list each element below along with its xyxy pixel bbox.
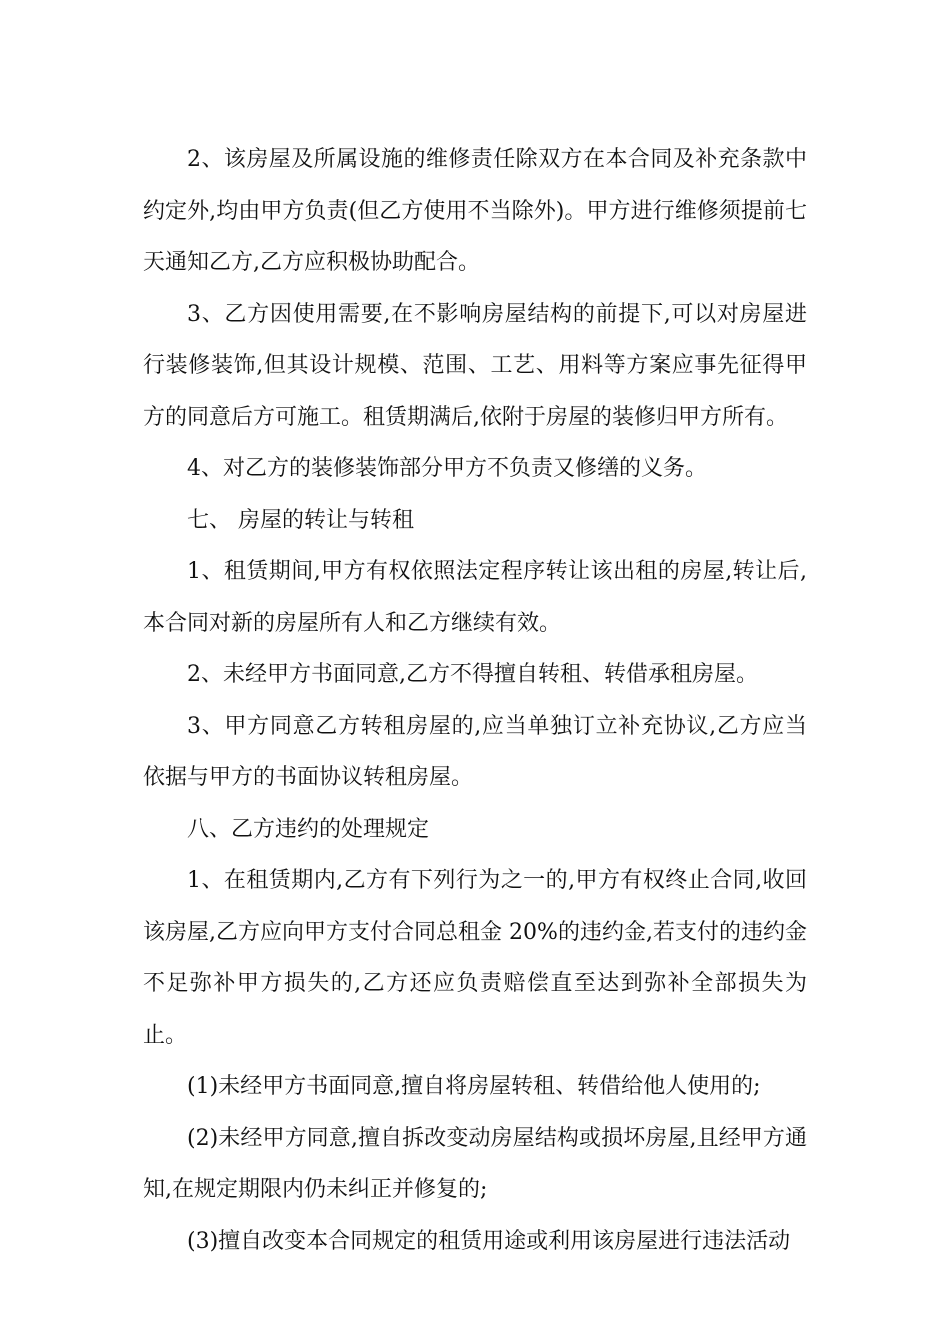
clause-renovation-liability: 4、对乙方的装修装饰部分甲方不负责又修缮的义务。 [187, 456, 707, 481]
clause-no-sublease: 2、未经甲方书面同意,乙方不得擅自转租、转借承租房屋。 [187, 662, 758, 687]
clause-termination-penalty: 1、在租赁期内,乙方有下列行为之一的,甲方有权终止合同,收回该房屋,乙方应向甲方支付合同总租金 20%的违约金,若支付的违约金不足弥补甲方损失的,乙方还应负责赔偿直至达到弥补全部损失为止。 [143, 868, 807, 1048]
section-heading-tenant-breach: 八、乙方违约的处理规定 [187, 816, 430, 842]
breach-item-1: (1)未经甲方书面同意,擅自将房屋转租、转借给他人使用的; [187, 1074, 761, 1099]
breach-item-3: (3)擅自改变本合同规定的租赁用途或利用该房屋进行违法活动 [187, 1228, 791, 1254]
clause-renovation: 3、乙方因使用需要,在不影响房屋结构的前提下,可以对房屋进行装修装饰,但其设计规模、范围、工艺、用料等方案应事先征得甲方的同意后方可施工。租赁期满后,依附于房屋的装修归甲方所有。 [143, 301, 807, 430]
clause-sublease-agreement: 3、甲方同意乙方转租房屋的,应当单独订立补充协议,乙方应当依据与甲方的书面协议转租房屋。 [143, 713, 807, 790]
section-heading-transfer-sublease: 七、 房屋的转让与转租 [187, 507, 414, 533]
breach-item-2: (2)未经甲方同意,擅自拆改变动房屋结构或损坏房屋,且经甲方通知,在规定期限内仍未纠正并修复的; [143, 1125, 807, 1202]
clause-repair-responsibility: 2、该房屋及所属设施的维修责任除双方在本合同及补充条款中约定外,均由甲方负责(但乙方使用不当除外)。甲方进行维修须提前七天通知乙方,乙方应积极协助配合。 [143, 147, 807, 275]
clause-transfer: 1、租赁期间,甲方有权依照法定程序转让该出租的房屋,转让后,本合同对新的房屋所有人和乙方继续有效。 [143, 559, 807, 636]
document-page [143, 134, 807, 1267]
